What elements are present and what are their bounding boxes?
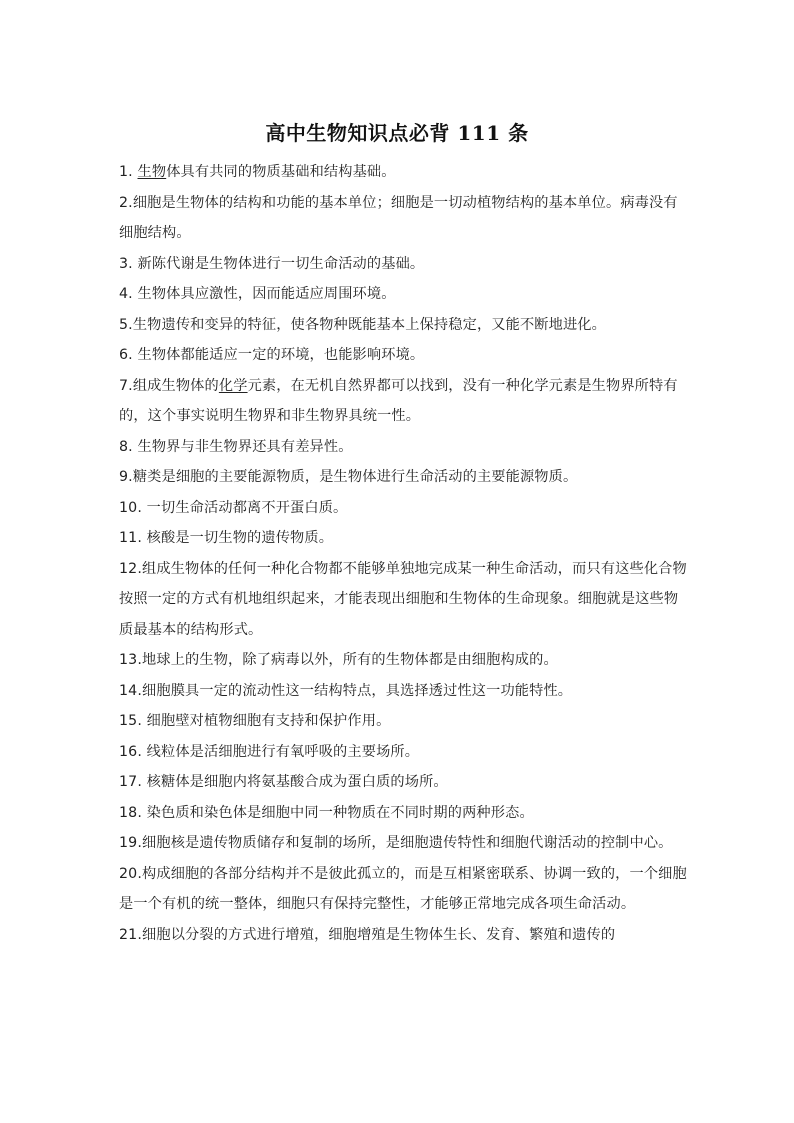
list-item-19: 19.细胞核是遗传物质储存和复制的场所，是细胞遗传特性和细胞代谢活动的控制中心。 — [119, 835, 673, 851]
list-item-8: 8. 生物界与非生物界还具有差异性。 — [119, 438, 353, 455]
list-item-17: 17. 核糖体是细胞内将氨基酸合成为蛋白质的场所。 — [119, 774, 448, 790]
item-text-suffix: 元素，在无机自然界都可以找到，没有一种化学元素是生物界所特有的，这个事实说明生物界和非生物界具统一性。 — [119, 377, 678, 424]
page-title: 高中生物知识点必背 111 条 — [265, 121, 529, 145]
document-body — [119, 157, 689, 950]
item-link-shengwu[interactable]: 生物 — [137, 164, 167, 180]
list-item-9: 9.糖类是细胞的主要能源物质，是生物体进行生命活动的主要能源物质。 — [119, 469, 578, 485]
list-item-14: 14.细胞膜具一定的流动性这一结构特点，具选择透过性这一功能特性。 — [119, 682, 573, 699]
item-text-suffix: 体具有共同的物质基础和结构基础。 — [166, 164, 396, 180]
item-text-prefix: 1. — [119, 164, 138, 180]
list-item-11: 11. 核酸是一切生物的遗传物质。 — [119, 530, 334, 546]
list-item-15: 15. 细胞壁对植物细胞有支持和保护作用。 — [119, 713, 391, 729]
list-item-16: 16. 线粒体是活细胞进行有氧呼吸的主要场所。 — [119, 743, 420, 760]
list-item-20: 20.构成细胞的各部分结构并不是彼此孤立的，而是互相紧密联系、协调一致的，一个细胞是一个有机的统一整体，细胞只有保持完整性，才能够正常地完成各项生命活动。 — [119, 865, 687, 912]
list-item-6: 6. 生物体都能适应一定的环境，也能影响环境。 — [119, 347, 425, 363]
list-item-1 — [119, 157, 689, 188]
list-item-13: 13.地球上的生物，除了病毒以外，所有的生物体都是由细胞构成的。 — [119, 652, 558, 668]
list-item-12: 12.组成生物体的任何一种化合物都不能够单独地完成某一种生命活动，而只有这些化合物按照一定的方式有机地组织起来，才能表现出细胞和生物体的生命现象。细胞就是这些物质最基本的结构形式。 — [119, 560, 687, 638]
item-link-huaxue[interactable]: 化学 — [218, 377, 248, 394]
list-item-7 — [119, 371, 689, 432]
item-text-prefix: 7.组成生物体的 — [119, 377, 219, 394]
list-item-18: 18. 染色质和染色体是细胞中同一种物质在不同时期的两种形态。 — [119, 804, 534, 821]
list-item-5: 5.生物遗传和变异的特征，使各物种既能基本上保持稳定，又能不断地进化。 — [119, 316, 606, 333]
list-item-21: 21.细胞以分裂的方式进行增殖，细胞增殖是生物体生长、发育、繁殖和遗传的 — [119, 926, 616, 943]
list-item-4: 4. 生物体具应激性，因而能适应周围环境。 — [119, 286, 396, 302]
list-item-2: 2.细胞是生物体的结构和功能的基本单位；细胞是一切动植物结构的基本单位。病毒没有细胞结构。 — [119, 194, 678, 241]
list-item-3: 3. 新陈代谢是生物体进行一切生命活动的基础。 — [119, 255, 425, 272]
list-item-10: 10. 一切生命活动都离不开蛋白质。 — [119, 499, 348, 516]
